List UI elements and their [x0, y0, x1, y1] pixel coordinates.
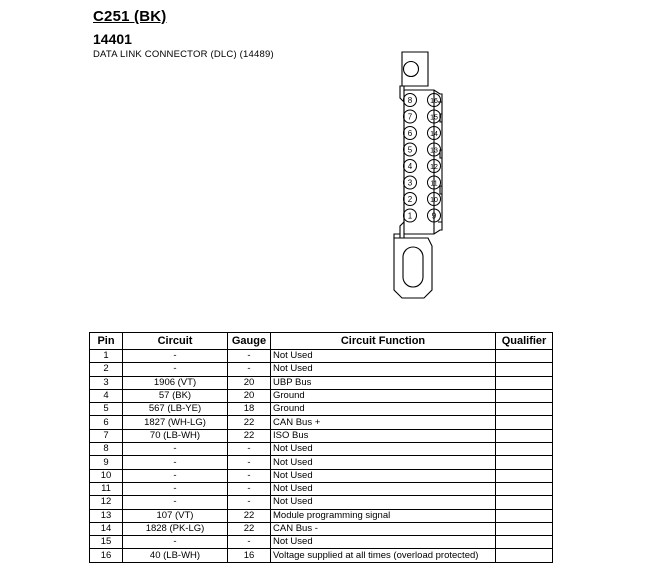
- cell-pin: 16: [90, 549, 123, 562]
- table-row: [90, 416, 553, 429]
- table-row: [90, 509, 553, 522]
- cell-pin: 8: [90, 443, 123, 456]
- cell-pin: 13: [90, 509, 123, 522]
- cell-qualifier: [496, 350, 553, 363]
- cell-pin: 7: [90, 429, 123, 442]
- cell-gauge: -: [228, 482, 271, 495]
- connector-title: C251 (BK): [93, 8, 167, 25]
- cell-circuit: 1906 (VT): [123, 376, 228, 389]
- table-row: [90, 363, 553, 376]
- connector-subtitle: DATA LINK CONNECTOR (DLC) (14489): [93, 49, 274, 60]
- cell-gauge: -: [228, 496, 271, 509]
- cell-gauge: -: [228, 469, 271, 482]
- cell-function: Not Used: [271, 350, 496, 363]
- cell-gauge: 22: [228, 429, 271, 442]
- cell-qualifier: [496, 469, 553, 482]
- cell-circuit: 40 (LB-WH): [123, 549, 228, 562]
- cell-gauge: 22: [228, 416, 271, 429]
- cell-function: Not Used: [271, 496, 496, 509]
- cell-pin: 6: [90, 416, 123, 429]
- header-function: Circuit Function: [271, 333, 496, 350]
- cell-qualifier: [496, 403, 553, 416]
- cell-pin: 11: [90, 482, 123, 495]
- cell-pin: 10: [90, 469, 123, 482]
- cell-pin: 3: [90, 376, 123, 389]
- pin-number-label: 3: [407, 178, 413, 188]
- cell-circuit: -: [123, 536, 228, 549]
- table-row: [90, 496, 553, 509]
- pin-number-label: 4: [407, 162, 413, 171]
- pin-number-label: 11: [430, 180, 438, 188]
- header-circuit: Circuit: [123, 333, 228, 350]
- cell-gauge: -: [228, 350, 271, 363]
- cell-pin: 4: [90, 389, 123, 402]
- cell-gauge: 20: [228, 389, 271, 402]
- cell-circuit: 567 (LB-YE): [123, 403, 228, 416]
- cell-qualifier: [496, 376, 553, 389]
- cell-qualifier: [496, 522, 553, 535]
- table-row: [90, 376, 553, 389]
- pin-number-label: 12: [430, 164, 438, 171]
- cell-qualifier: [496, 416, 553, 429]
- cell-qualifier: [496, 536, 553, 549]
- cell-circuit: -: [123, 350, 228, 363]
- cell-qualifier: [496, 482, 553, 495]
- cell-function: Voltage supplied at all times (overload protected): [271, 549, 496, 562]
- cell-qualifier: [496, 496, 553, 509]
- cell-qualifier: [496, 363, 553, 376]
- cell-gauge: 18: [228, 403, 271, 416]
- cell-function: Not Used: [271, 469, 496, 482]
- pin-number-label: 13: [430, 147, 438, 155]
- cell-gauge: -: [228, 363, 271, 376]
- pin-number-label: 1: [407, 211, 413, 221]
- connector-diagram: [380, 50, 460, 305]
- pin-number-label: 2: [407, 195, 413, 204]
- cell-pin: 5: [90, 403, 123, 416]
- cell-qualifier: [496, 549, 553, 562]
- cell-qualifier: [496, 509, 553, 522]
- pin-number-label: 7: [407, 112, 413, 122]
- cell-pin: 2: [90, 363, 123, 376]
- pin-number-label: 16: [430, 98, 438, 105]
- cell-circuit: -: [123, 456, 228, 469]
- cell-circuit: 1827 (WH-LG): [123, 416, 228, 429]
- table-row: [90, 549, 553, 562]
- cell-circuit: -: [123, 469, 228, 482]
- pin-number-label: 10: [430, 197, 438, 204]
- cell-function: UBP Bus: [271, 376, 496, 389]
- cell-circuit: -: [123, 443, 228, 456]
- cell-function: Not Used: [271, 363, 496, 376]
- cell-qualifier: [496, 456, 553, 469]
- table-row: [90, 456, 553, 469]
- cell-circuit: -: [123, 363, 228, 376]
- table-row: [90, 522, 553, 535]
- table-header-row: [90, 333, 553, 350]
- pin-number-label: 6: [407, 129, 413, 138]
- cell-circuit: 107 (VT): [123, 509, 228, 522]
- table-row: [90, 469, 553, 482]
- table-row: [90, 350, 553, 363]
- cell-function: CAN Bus -: [271, 522, 496, 535]
- cell-pin: 9: [90, 456, 123, 469]
- top-mounting-ear: [402, 52, 428, 86]
- table-row: [90, 429, 553, 442]
- cell-function: ISO Bus: [271, 429, 496, 442]
- pin-number-label: 5: [407, 145, 413, 155]
- pin-number-label: 14: [430, 131, 438, 138]
- table-row: [90, 389, 553, 402]
- cell-gauge: -: [228, 536, 271, 549]
- cell-circuit: 57 (BK): [123, 389, 228, 402]
- cell-qualifier: [496, 443, 553, 456]
- part-number: 14401: [93, 31, 132, 47]
- cell-circuit: -: [123, 482, 228, 495]
- bottom-mounting-slot: [403, 247, 423, 287]
- cell-pin: 14: [90, 522, 123, 535]
- pin-number-label: 8: [407, 96, 413, 105]
- cell-gauge: 16: [228, 549, 271, 562]
- cell-qualifier: [496, 389, 553, 402]
- cell-function: Module programming signal: [271, 509, 496, 522]
- cell-circuit: -: [123, 496, 228, 509]
- cell-function: Not Used: [271, 443, 496, 456]
- cell-gauge: 20: [228, 376, 271, 389]
- table-row: [90, 536, 553, 549]
- table-row: [90, 403, 553, 416]
- table-row: [90, 443, 553, 456]
- cell-gauge: -: [228, 456, 271, 469]
- cell-function: CAN Bus +: [271, 416, 496, 429]
- cell-circuit: 1828 (PK-LG): [123, 522, 228, 535]
- header-gauge: Gauge: [228, 333, 271, 350]
- cell-qualifier: [496, 429, 553, 442]
- cell-gauge: 22: [228, 509, 271, 522]
- cell-pin: 15: [90, 536, 123, 549]
- cell-pin: 12: [90, 496, 123, 509]
- cell-function: Not Used: [271, 482, 496, 495]
- top-mounting-hole: [404, 62, 419, 77]
- cell-function: Not Used: [271, 456, 496, 469]
- cell-gauge: 22: [228, 522, 271, 535]
- cell-gauge: -: [228, 443, 271, 456]
- pin-number-label: 15: [430, 114, 438, 122]
- cell-function: Ground: [271, 403, 496, 416]
- header-qualifier: Qualifier: [496, 333, 553, 350]
- cell-pin: 1: [90, 350, 123, 363]
- pin-table: [89, 332, 553, 563]
- table-row: [90, 482, 553, 495]
- cell-function: Ground: [271, 389, 496, 402]
- header-pin: Pin: [90, 333, 123, 350]
- cell-function: Not Used: [271, 536, 496, 549]
- cell-circuit: 70 (LB-WH): [123, 429, 228, 442]
- pin-number-label: 9: [431, 211, 437, 221]
